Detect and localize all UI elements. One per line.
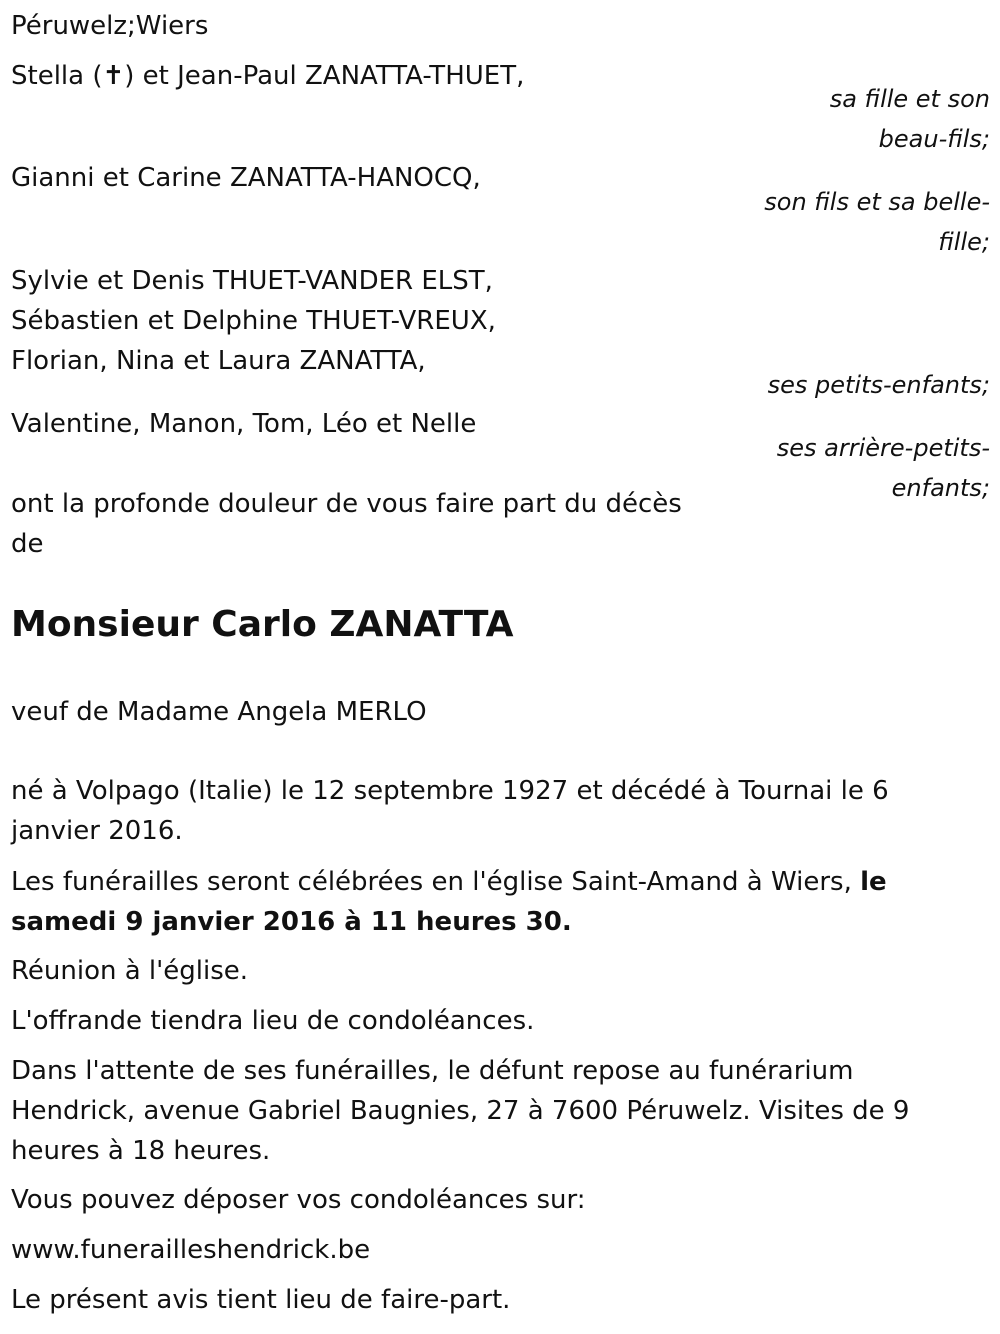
funeral-line-1 — [11, 862, 887, 902]
family-relation-great-grandchildren-1: ses arrière-petits- — [776, 434, 990, 462]
announcement-line-1: ont la profonde douleur de vous faire part du décès — [11, 489, 682, 519]
birth-death-line-2: janvier 2016. — [11, 816, 183, 846]
condolences-website[interactable]: www.funerailleshendrick.be — [11, 1235, 371, 1265]
deceased-name: Monsieur Carlo ZANATTA — [11, 604, 514, 645]
location-header: Péruwelz;Wiers — [11, 11, 209, 41]
family-relation-grandchildren: ses petits-enfants; — [767, 371, 990, 399]
visitation-line-1: Dans l'attente de ses funérailles, le défunt repose au funérarium — [11, 1056, 854, 1086]
family-names-great-grandchildren: Valentine, Manon, Tom, Léo et Nelle — [11, 409, 477, 439]
funeral-date: samedi 9 janvier 2016 à 11 heures 30. — [11, 907, 572, 937]
family-names-grandchildren-1: Sylvie et Denis THUET-VANDER ELST, — [11, 266, 493, 296]
announcement-line-2: de — [11, 529, 44, 559]
meeting-note: Réunion à l'église. — [11, 956, 249, 986]
family-relation-daughter-2: beau-fils; — [878, 125, 990, 153]
family-names-daughter: Stella (✝) et Jean-Paul ZANATTA-THUET, — [11, 61, 525, 91]
family-relation-great-grandchildren-2: enfants; — [891, 474, 990, 502]
widow-of: veuf de Madame Angela MERLO — [11, 697, 427, 727]
family-names-son: Gianni et Carine ZANATTA-HANOCQ, — [11, 163, 481, 193]
birth-death-line-1: né à Volpago (Italie) le 12 septembre 1927 et décédé à Tournai le 6 — [11, 776, 889, 806]
condolences-text: Vous pouvez déposer vos condoléances sur: — [11, 1185, 586, 1215]
funeral-text: Les funérailles seront célébrées en l'église Saint-Amand à Wiers, — [11, 867, 861, 897]
visitation-line-3: heures à 18 heures. — [11, 1136, 271, 1166]
family-relation-son-1: son fils et sa belle- — [764, 188, 990, 216]
offering-note: L'offrande tiendra lieu de condoléances. — [11, 1006, 535, 1036]
family-relation-son-2: fille; — [938, 228, 990, 256]
family-names-grandchildren-3: Florian, Nina et Laura ZANATTA, — [11, 346, 426, 376]
footer-note: Le présent avis tient lieu de faire-part. — [11, 1285, 511, 1315]
funeral-date-start: le — [860, 867, 887, 897]
family-relation-daughter-1: sa fille et son — [829, 85, 990, 113]
family-names-grandchildren-2: Sébastien et Delphine THUET-VREUX, — [11, 306, 496, 336]
visitation-line-2: Hendrick, avenue Gabriel Baugnies, 27 à 7600 Péruwelz. Visites de 9 — [11, 1096, 910, 1126]
